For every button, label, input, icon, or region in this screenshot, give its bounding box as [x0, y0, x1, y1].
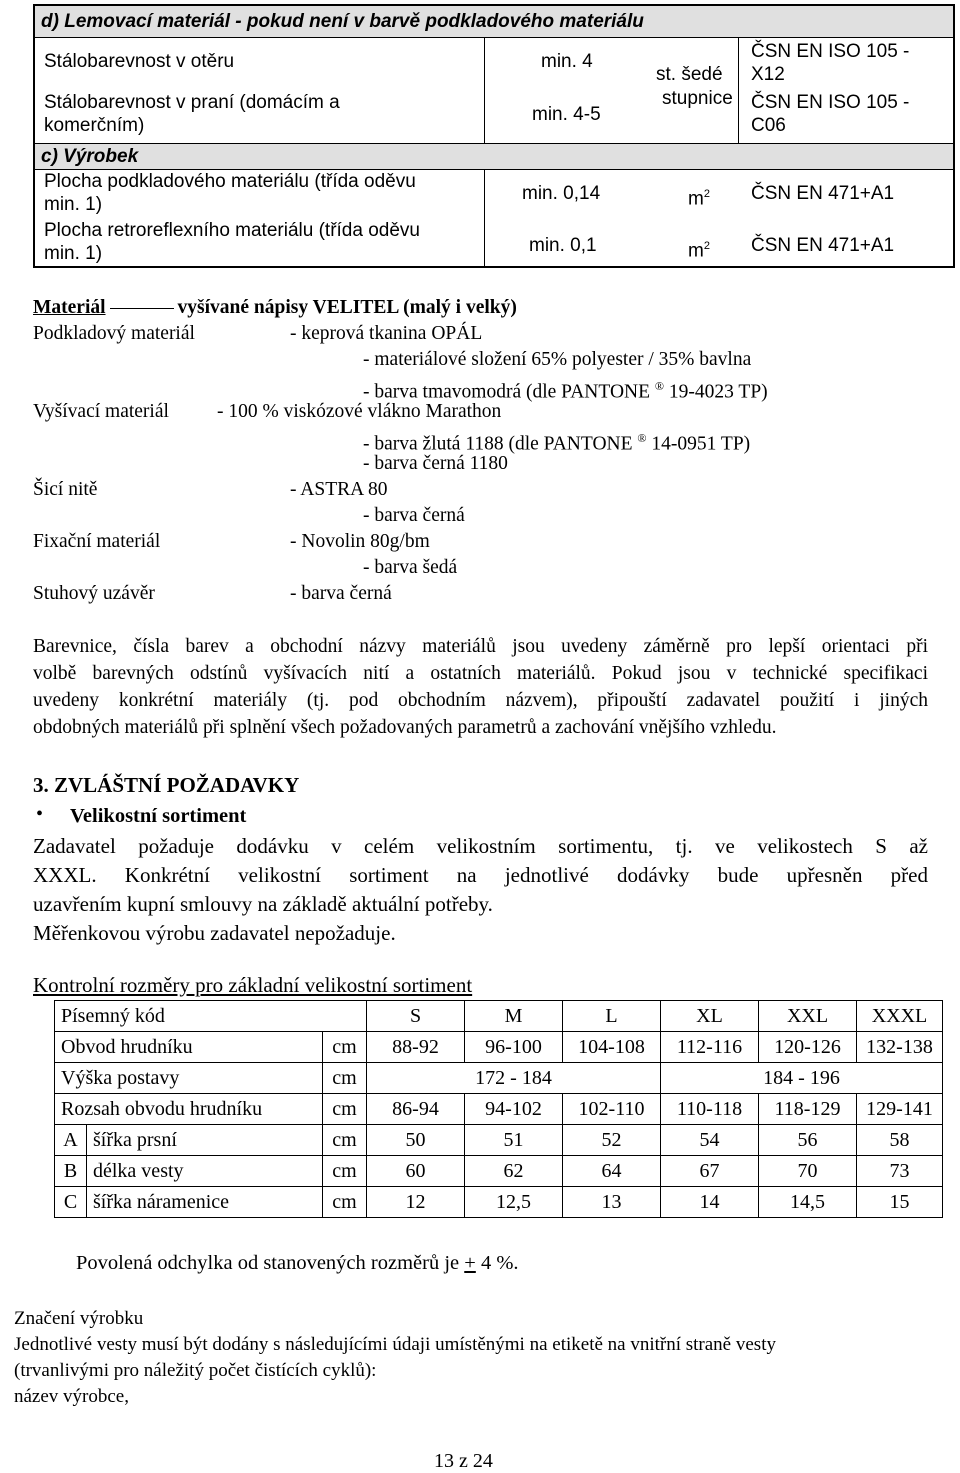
material-value: - barva tmavomodrá (dle PANTONE ® 19-4023 TP) [363, 379, 768, 403]
registered-mark: ® [637, 431, 647, 445]
material-label: Podkladový materiál [33, 323, 195, 344]
material-value: - ASTRA 80 [290, 479, 388, 500]
labeling-text: Jednotlivé vesty musí být dodány s následujícími údaji umístěnými na etiketě na vnitřní straně vesty [14, 1334, 776, 1355]
material-value: - materiálové složení 65% polyester / 35% bavlna [363, 349, 752, 370]
material-label: Stuhový uzávěr [33, 583, 155, 604]
row-standard: ČSN EN ISO 105 - [751, 41, 910, 62]
tolerance-note: Povolená odchylka od stanovených rozměrů je + 4 %. [76, 1252, 519, 1274]
bullet: • [36, 803, 44, 825]
table-row: B délka vesty cm 60 62 64 67 70 73 [55, 1156, 943, 1187]
material-value: - barva šedá [363, 557, 458, 578]
header-row-shade [35, 143, 953, 169]
material-label: Šicí nitě [33, 479, 98, 500]
requirements-table [33, 4, 955, 268]
subsection-heading: Velikostní sortiment [70, 805, 247, 827]
row-standard: ČSN EN ISO 105 - [751, 92, 910, 113]
size-range-paragraph: Zadavatel požaduje dodávku v celém velikostním sortimentu, tj. ve velikostech S až XXXL. Konkrétní velikostní sortiment na jednotlivé dodávky bude upřesněn před uzavřením kupní smlouvy na základě aktuální potřeby. Měřenkovou výrobu zadavatel nepožaduje. [33, 834, 928, 945]
material-value: - barva žlutá 1188 (dle PANTONE ® 14-0951 TP) [363, 431, 751, 455]
section-heading: 3. ZVLÁŠTNÍ POŽADAVKY [33, 773, 300, 797]
labeling-text: (trvanlivými pro náležitý počet čistících cyklů): [14, 1360, 377, 1381]
size-table-title: Kontrolní rozměry pro základní velikostní sortiment [33, 973, 473, 997]
labeling-heading: Značení výrobku [14, 1308, 144, 1329]
material-value: - keprová tkanina OPÁL [290, 323, 483, 344]
material-value: - barva černá [290, 583, 392, 604]
material-label: Vyšívací materiál [33, 401, 169, 422]
row-standard: ČSN EN 471+A1 [751, 183, 895, 204]
material-value: - barva černá 1180 [363, 453, 508, 474]
row-label: Stálobarevnost v praní (domácím a [44, 92, 340, 113]
material-value: - barva černá [363, 505, 465, 526]
material-heading: Materiál vyšívané nápisy VELITEL (malý i velký) [33, 297, 517, 318]
table-header-row: Písemný kód S M L XL XXL XXXL [55, 1001, 943, 1032]
table-row: Obvod hrudníku cm 88-92 96-100 104-108 112-116 120-126 132-138 [55, 1032, 943, 1063]
row-standard: C06 [751, 115, 786, 136]
page-number: 13 z 24 [434, 1450, 493, 1472]
row-value: min. 4 [541, 51, 593, 72]
material-value: - 100 % viskózové vlákno Marathon [217, 401, 502, 422]
table-row: A šířka prsní cm 50 51 52 54 56 58 [55, 1125, 943, 1156]
scale-label: stupnice [662, 88, 733, 109]
row-label: Stálobarevnost v otěru [44, 51, 235, 72]
row-label: min. 1) [44, 194, 103, 215]
table-row: C šířka náramenice cm 12 12,5 13 14 14,5 15 [55, 1187, 943, 1218]
row-value: min. 0,1 [529, 235, 597, 256]
material-label: Fixační materiál [33, 531, 161, 552]
row-value: min. 4-5 [532, 104, 601, 125]
row-unit: $m^2$ [688, 188, 710, 210]
section-c-heading: c) Výrobek [41, 146, 139, 167]
row-label: komerčním) [44, 115, 145, 136]
row-label: Plocha retroreflexního materiálu (třída oděvu [44, 220, 420, 241]
row-unit: $m^2$ [688, 240, 710, 262]
row-standard: X12 [751, 64, 785, 85]
row-value: min. 0,14 [522, 183, 601, 204]
row-label: min. 1) [44, 243, 103, 264]
scale-label: st. šedé [656, 64, 723, 85]
labeling-text: název výrobce, [14, 1386, 129, 1407]
registered-mark: ® [654, 379, 665, 393]
table-row: Rozsah obvodu hrudníku cm 86-94 94-102 102-110 110-118 118-129 129-141 [55, 1094, 943, 1125]
section-d-heading: d) Lemovací materiál - pokud není v barvě podkladového materiálu [41, 11, 644, 32]
row-standard: ČSN EN 471+A1 [751, 235, 895, 256]
row-label: Plocha podkladového materiálu (třída oděvu [44, 171, 416, 192]
note-paragraph: Barevnice, čísla barev a obchodní názvy materiálů jsou uvedeny záměrně pro lepší orientaci při volbě barevných odstínů vyšívacích nití a ostatních materiálů. Pokud jsou v technické specifikaci uvedeny konkrétní materiály (tj. pod obchodním názvem), připouští zadavatel použití i jiných obdobných materiálů při splnění všech požadovaných parametrů a zachování vnějšího vzhledu. [33, 636, 928, 738]
material-value: - Novolin 80g/bm [290, 531, 430, 552]
table-row: Výška postavy cm 172 - 184 184 - 196 [55, 1063, 943, 1094]
size-table [54, 1000, 943, 1218]
